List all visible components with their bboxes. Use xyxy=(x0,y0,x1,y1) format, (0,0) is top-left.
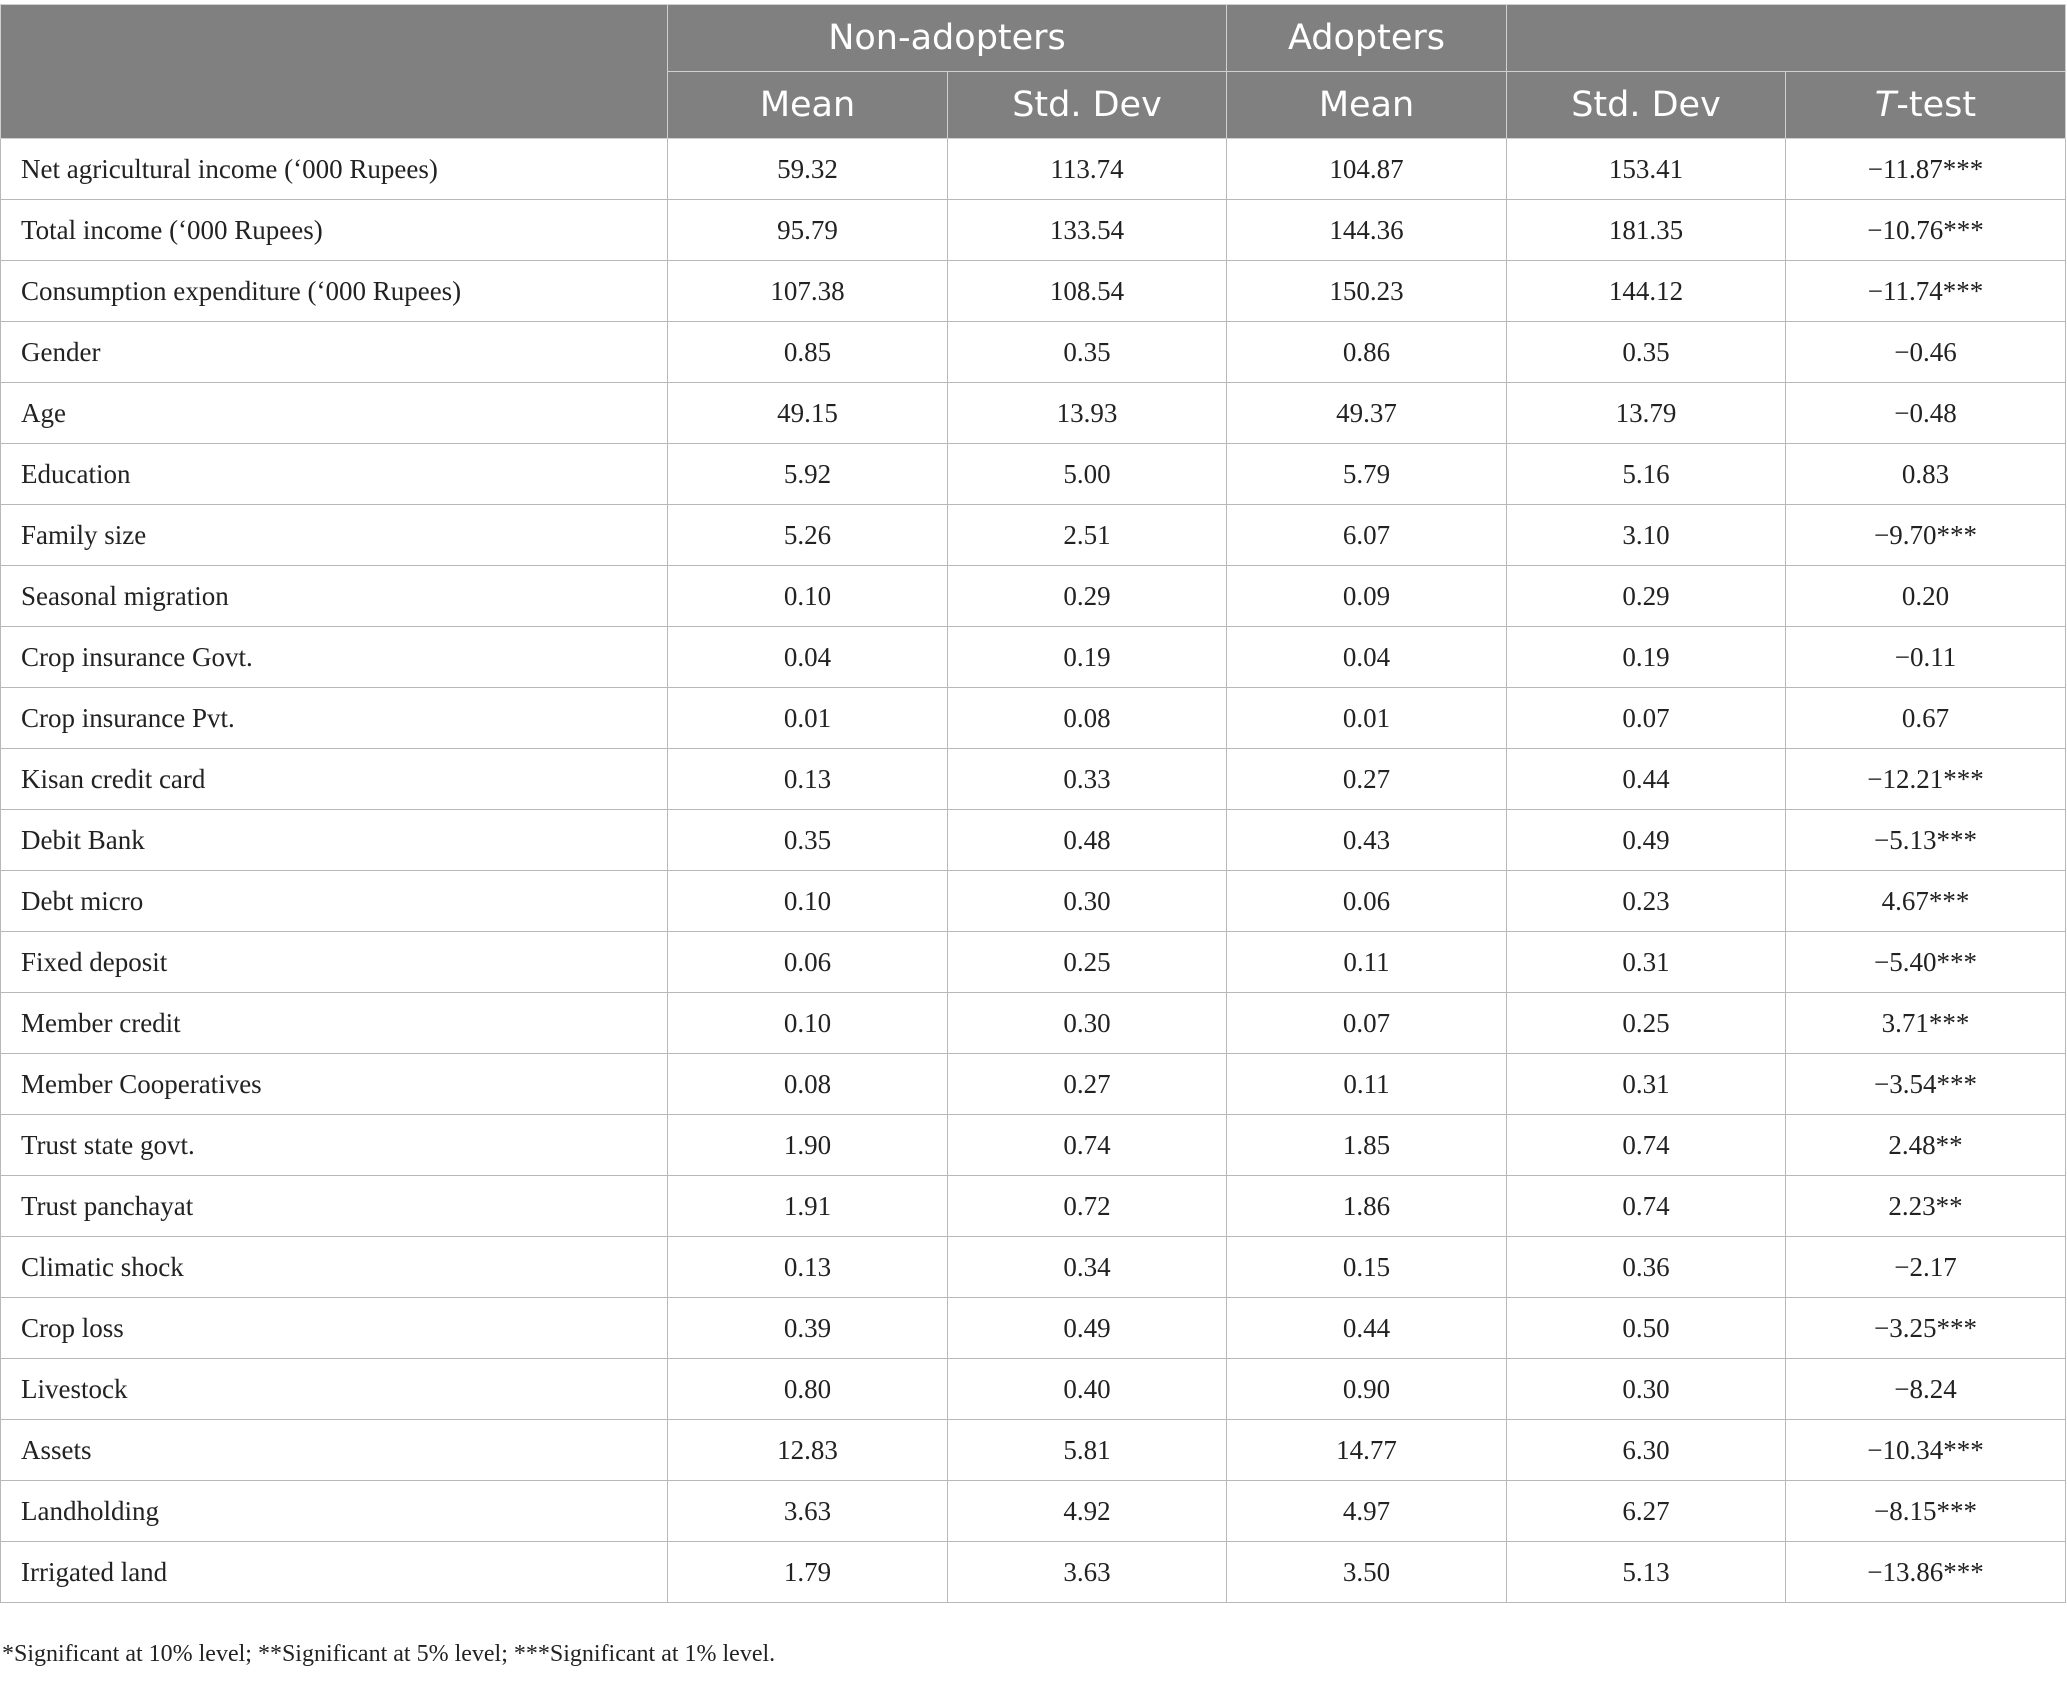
header-group-nonadopters: Non-adopters xyxy=(668,5,1227,72)
cell-nonadopters-mean: 0.39 xyxy=(668,1298,948,1359)
cell-ttest: −10.34*** xyxy=(1786,1420,2066,1481)
cell-ttest: −9.70*** xyxy=(1786,505,2066,566)
table-row xyxy=(1,1359,2066,1420)
table-row xyxy=(1,139,2066,200)
cell-adopters-sd: 144.12 xyxy=(1507,261,1786,322)
cell-nonadopters-mean: 0.08 xyxy=(668,1054,948,1115)
table-row xyxy=(1,1176,2066,1237)
cell-ttest: −5.13*** xyxy=(1786,810,2066,871)
row-label: Gender xyxy=(1,322,668,383)
cell-adopters-sd: 0.07 xyxy=(1507,688,1786,749)
cell-nonadopters-mean: 1.90 xyxy=(668,1115,948,1176)
table-row xyxy=(1,505,2066,566)
header-variable-blank xyxy=(1,5,668,139)
header-col-nonadopters-sd: Std. Dev xyxy=(948,72,1227,139)
row-label: Seasonal migration xyxy=(1,566,668,627)
row-label: Irrigated land xyxy=(1,1542,668,1603)
cell-ttest: −8.15*** xyxy=(1786,1481,2066,1542)
cell-ttest: 0.67 xyxy=(1786,688,2066,749)
cell-ttest: −13.86*** xyxy=(1786,1542,2066,1603)
table-row xyxy=(1,444,2066,505)
table-row xyxy=(1,200,2066,261)
cell-adopters-sd: 0.30 xyxy=(1507,1359,1786,1420)
cell-adopters-sd: 0.19 xyxy=(1507,627,1786,688)
header-col-nonadopters-mean: Mean xyxy=(668,72,948,139)
cell-nonadopters-sd: 0.19 xyxy=(948,627,1227,688)
cell-ttest: −0.46 xyxy=(1786,322,2066,383)
row-label: Crop loss xyxy=(1,1298,668,1359)
cell-nonadopters-sd: 113.74 xyxy=(948,139,1227,200)
header-group-blank xyxy=(1507,5,2066,72)
cell-adopters-mean: 0.11 xyxy=(1227,1054,1507,1115)
cell-nonadopters-mean: 3.63 xyxy=(668,1481,948,1542)
cell-nonadopters-sd: 0.48 xyxy=(948,810,1227,871)
cell-ttest: −12.21*** xyxy=(1786,749,2066,810)
header-row-groups xyxy=(1,5,2066,72)
table-row xyxy=(1,383,2066,444)
row-label: Assets xyxy=(1,1420,668,1481)
cell-nonadopters-mean: 1.91 xyxy=(668,1176,948,1237)
row-label: Climatic shock xyxy=(1,1237,668,1298)
row-label: Total income (‘000 Rupees) xyxy=(1,200,668,261)
cell-ttest: −2.17 xyxy=(1786,1237,2066,1298)
cell-nonadopters-sd: 3.63 xyxy=(948,1542,1227,1603)
cell-adopters-sd: 0.36 xyxy=(1507,1237,1786,1298)
cell-nonadopters-sd: 13.93 xyxy=(948,383,1227,444)
cell-adopters-mean: 0.11 xyxy=(1227,932,1507,993)
cell-ttest: −0.48 xyxy=(1786,383,2066,444)
cell-adopters-mean: 1.86 xyxy=(1227,1176,1507,1237)
cell-nonadopters-sd: 4.92 xyxy=(948,1481,1227,1542)
cell-adopters-sd: 0.25 xyxy=(1507,993,1786,1054)
table-row xyxy=(1,1298,2066,1359)
cell-nonadopters-sd: 133.54 xyxy=(948,200,1227,261)
header-col-adopters-mean: Mean xyxy=(1227,72,1507,139)
cell-nonadopters-sd: 0.25 xyxy=(948,932,1227,993)
cell-nonadopters-sd: 0.72 xyxy=(948,1176,1227,1237)
cell-nonadopters-sd: 0.33 xyxy=(948,749,1227,810)
cell-ttest: −11.87*** xyxy=(1786,139,2066,200)
cell-nonadopters-sd: 0.74 xyxy=(948,1115,1227,1176)
cell-adopters-mean: 3.50 xyxy=(1227,1542,1507,1603)
cell-nonadopters-mean: 95.79 xyxy=(668,200,948,261)
cell-nonadopters-sd: 5.81 xyxy=(948,1420,1227,1481)
cell-nonadopters-mean: 59.32 xyxy=(668,139,948,200)
table-row xyxy=(1,1542,2066,1603)
cell-adopters-sd: 0.31 xyxy=(1507,932,1786,993)
cell-ttest: −3.25*** xyxy=(1786,1298,2066,1359)
table-row xyxy=(1,566,2066,627)
header-group-adopters: Adopters xyxy=(1227,5,1507,72)
cell-adopters-sd: 0.74 xyxy=(1507,1115,1786,1176)
row-label: Age xyxy=(1,383,668,444)
row-label: Net agricultural income (‘000 Rupees) xyxy=(1,139,668,200)
header-col-adopters-sd: Std. Dev xyxy=(1507,72,1786,139)
cell-nonadopters-mean: 12.83 xyxy=(668,1420,948,1481)
table-row xyxy=(1,871,2066,932)
cell-adopters-mean: 6.07 xyxy=(1227,505,1507,566)
cell-nonadopters-mean: 49.15 xyxy=(668,383,948,444)
cell-adopters-sd: 181.35 xyxy=(1507,200,1786,261)
cell-adopters-mean: 0.09 xyxy=(1227,566,1507,627)
cell-nonadopters-sd: 0.29 xyxy=(948,566,1227,627)
cell-nonadopters-sd: 0.35 xyxy=(948,322,1227,383)
cell-adopters-mean: 0.07 xyxy=(1227,993,1507,1054)
row-label: Debt micro xyxy=(1,871,668,932)
cell-nonadopters-sd: 0.30 xyxy=(948,993,1227,1054)
cell-adopters-sd: 0.31 xyxy=(1507,1054,1786,1115)
table-row xyxy=(1,688,2066,749)
cell-nonadopters-mean: 0.80 xyxy=(668,1359,948,1420)
cell-nonadopters-sd: 0.40 xyxy=(948,1359,1227,1420)
header-col-ttest xyxy=(1786,72,2066,139)
table-body xyxy=(1,139,2066,1603)
cell-adopters-sd: 13.79 xyxy=(1507,383,1786,444)
cell-nonadopters-sd: 108.54 xyxy=(948,261,1227,322)
cell-nonadopters-mean: 0.06 xyxy=(668,932,948,993)
cell-ttest: 4.67*** xyxy=(1786,871,2066,932)
cell-adopters-mean: 150.23 xyxy=(1227,261,1507,322)
cell-nonadopters-mean: 1.79 xyxy=(668,1542,948,1603)
table-row xyxy=(1,932,2066,993)
cell-nonadopters-sd: 0.30 xyxy=(948,871,1227,932)
cell-adopters-sd: 0.50 xyxy=(1507,1298,1786,1359)
table-row xyxy=(1,627,2066,688)
row-label: Consumption expenditure (‘000 Rupees) xyxy=(1,261,668,322)
row-label: Fixed deposit xyxy=(1,932,668,993)
cell-nonadopters-mean: 0.10 xyxy=(668,566,948,627)
cell-nonadopters-sd: 0.08 xyxy=(948,688,1227,749)
cell-ttest: 2.48** xyxy=(1786,1115,2066,1176)
cell-nonadopters-sd: 0.34 xyxy=(948,1237,1227,1298)
cell-adopters-mean: 0.04 xyxy=(1227,627,1507,688)
cell-adopters-mean: 0.06 xyxy=(1227,871,1507,932)
cell-adopters-mean: 0.15 xyxy=(1227,1237,1507,1298)
cell-ttest: −10.76*** xyxy=(1786,200,2066,261)
cell-ttest: −5.40*** xyxy=(1786,932,2066,993)
footnote: *Significant at 10% level; **Significant at 5% level; ***Significant at 1% level. xyxy=(2,1641,776,1667)
cell-nonadopters-sd: 2.51 xyxy=(948,505,1227,566)
cell-adopters-sd: 0.74 xyxy=(1507,1176,1786,1237)
row-label: Trust panchayat xyxy=(1,1176,668,1237)
table-row xyxy=(1,810,2066,871)
cell-ttest: −8.24 xyxy=(1786,1359,2066,1420)
cell-adopters-sd: 0.44 xyxy=(1507,749,1786,810)
cell-nonadopters-mean: 0.85 xyxy=(668,322,948,383)
row-label: Member credit xyxy=(1,993,668,1054)
table-row xyxy=(1,1115,2066,1176)
cell-ttest: 0.20 xyxy=(1786,566,2066,627)
cell-nonadopters-mean: 0.10 xyxy=(668,871,948,932)
row-label: Debit Bank xyxy=(1,810,668,871)
row-label: Crop insurance Pvt. xyxy=(1,688,668,749)
cell-adopters-sd: 153.41 xyxy=(1507,139,1786,200)
cell-nonadopters-mean: 0.13 xyxy=(668,1237,948,1298)
cell-ttest: 2.23** xyxy=(1786,1176,2066,1237)
cell-nonadopters-sd: 5.00 xyxy=(948,444,1227,505)
row-label: Kisan credit card xyxy=(1,749,668,810)
cell-nonadopters-sd: 0.49 xyxy=(948,1298,1227,1359)
cell-ttest: −0.11 xyxy=(1786,627,2066,688)
cell-nonadopters-mean: 0.10 xyxy=(668,993,948,1054)
cell-nonadopters-mean: 0.04 xyxy=(668,627,948,688)
cell-adopters-mean: 104.87 xyxy=(1227,139,1507,200)
cell-adopters-sd: 6.30 xyxy=(1507,1420,1786,1481)
cell-adopters-sd: 0.35 xyxy=(1507,322,1786,383)
cell-adopters-sd: 5.13 xyxy=(1507,1542,1786,1603)
cell-nonadopters-mean: 0.13 xyxy=(668,749,948,810)
descriptive-statistics-table xyxy=(0,4,2066,1603)
ttest-suffix: -test xyxy=(1896,85,1977,125)
cell-adopters-sd: 3.10 xyxy=(1507,505,1786,566)
cell-nonadopters-mean: 0.01 xyxy=(668,688,948,749)
row-label: Trust state govt. xyxy=(1,1115,668,1176)
table-row xyxy=(1,1054,2066,1115)
table-row xyxy=(1,1481,2066,1542)
row-label: Livestock xyxy=(1,1359,668,1420)
cell-adopters-mean: 144.36 xyxy=(1227,200,1507,261)
cell-adopters-sd: 0.29 xyxy=(1507,566,1786,627)
cell-adopters-sd: 5.16 xyxy=(1507,444,1786,505)
table-header xyxy=(1,5,2066,139)
cell-adopters-mean: 0.86 xyxy=(1227,322,1507,383)
cell-adopters-sd: 6.27 xyxy=(1507,1481,1786,1542)
cell-adopters-mean: 5.79 xyxy=(1227,444,1507,505)
table-row xyxy=(1,749,2066,810)
row-label: Family size xyxy=(1,505,668,566)
cell-adopters-mean: 0.90 xyxy=(1227,1359,1507,1420)
table-row xyxy=(1,322,2066,383)
ttest-letter: T xyxy=(1874,85,1897,125)
cell-nonadopters-mean: 0.35 xyxy=(668,810,948,871)
cell-adopters-mean: 14.77 xyxy=(1227,1420,1507,1481)
row-label: Education xyxy=(1,444,668,505)
cell-adopters-mean: 0.43 xyxy=(1227,810,1507,871)
cell-adopters-mean: 1.85 xyxy=(1227,1115,1507,1176)
cell-ttest: 0.83 xyxy=(1786,444,2066,505)
cell-adopters-mean: 0.27 xyxy=(1227,749,1507,810)
cell-adopters-mean: 49.37 xyxy=(1227,383,1507,444)
cell-ttest: 3.71*** xyxy=(1786,993,2066,1054)
cell-adopters-sd: 0.23 xyxy=(1507,871,1786,932)
cell-nonadopters-sd: 0.27 xyxy=(948,1054,1227,1115)
table-row xyxy=(1,1420,2066,1481)
cell-adopters-mean: 0.01 xyxy=(1227,688,1507,749)
cell-nonadopters-mean: 5.26 xyxy=(668,505,948,566)
table-row xyxy=(1,1237,2066,1298)
cell-ttest: −3.54*** xyxy=(1786,1054,2066,1115)
row-label: Landholding xyxy=(1,1481,668,1542)
table-row xyxy=(1,993,2066,1054)
cell-ttest: −11.74*** xyxy=(1786,261,2066,322)
cell-nonadopters-mean: 5.92 xyxy=(668,444,948,505)
cell-adopters-sd: 0.49 xyxy=(1507,810,1786,871)
cell-nonadopters-mean: 107.38 xyxy=(668,261,948,322)
cell-adopters-mean: 0.44 xyxy=(1227,1298,1507,1359)
row-label: Crop insurance Govt. xyxy=(1,627,668,688)
cell-adopters-mean: 4.97 xyxy=(1227,1481,1507,1542)
table-row xyxy=(1,261,2066,322)
row-label: Member Cooperatives xyxy=(1,1054,668,1115)
